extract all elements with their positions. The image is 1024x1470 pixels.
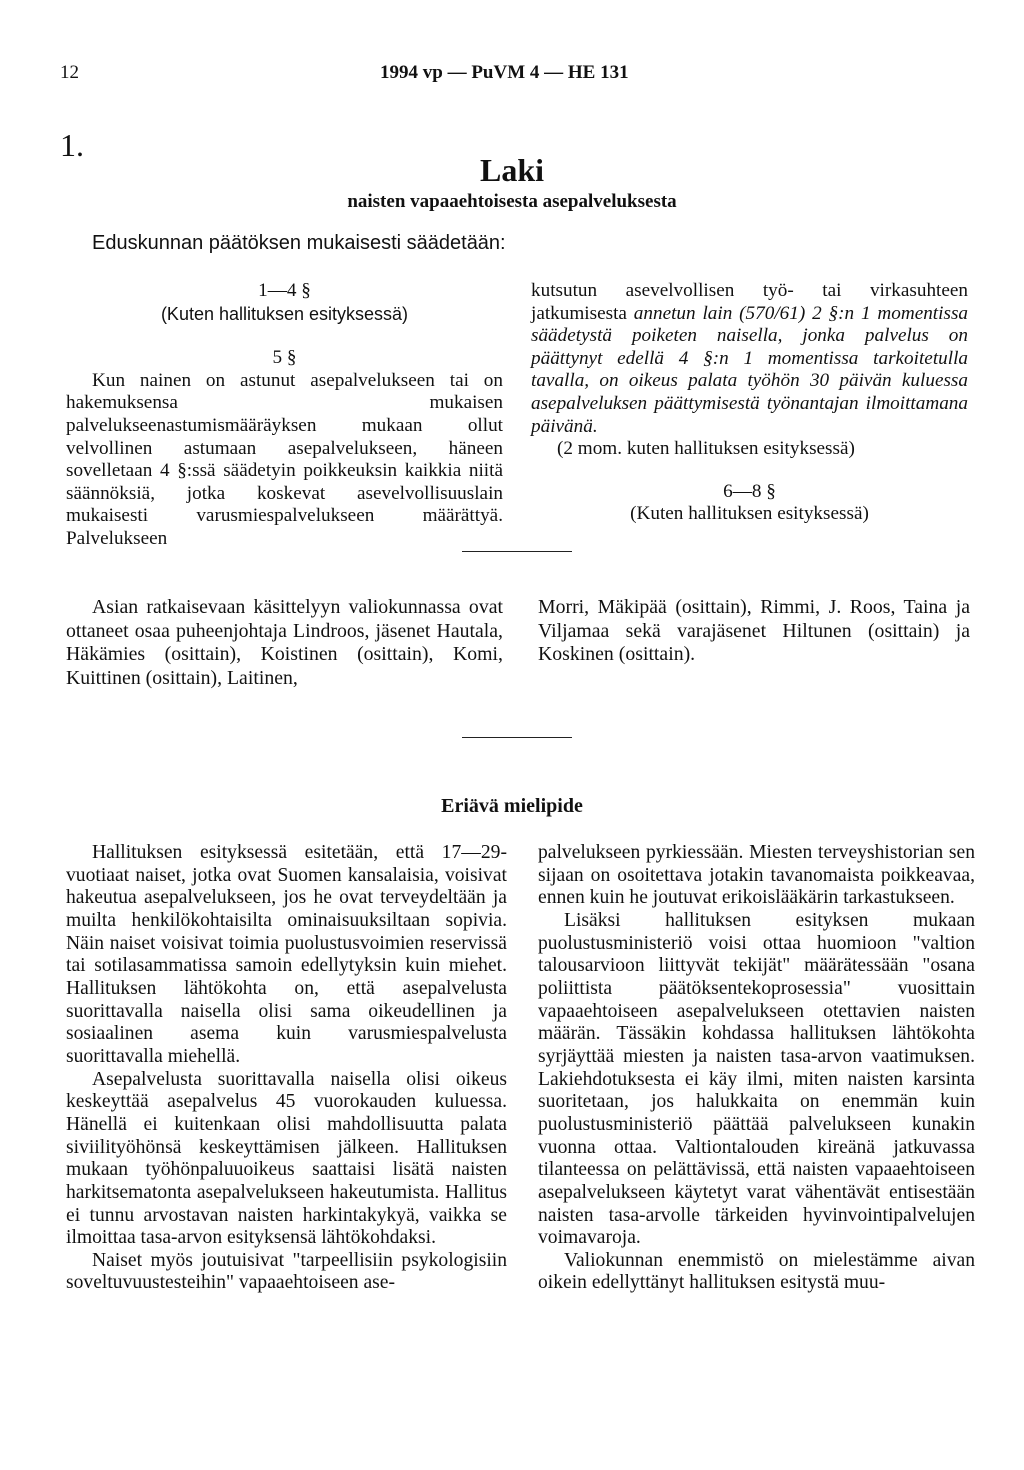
section-5-continuation-italic: annetun lain (570/61) 2 §:n 1 momentissa säädetystä poiketen naisella, jonka palvelus on päättynyt edellä 4 §:n 1 momentissa tarkoitetulla tavalla, on oikeus palata työhön 30 päivän kuluessa asepalveluksen päättymisestä työnantajan ilmoittamana päivänä. bbox=[531, 302, 968, 437]
dissent-left-paragraph: Asepalvelusta suorittavalla naisella olisi oikeus keskeyttää asepalvelus 45 vuorokauden kuluessa. Hänellä ei kuitenkaan olisi mahdollisuutta palata siviilityöhönsä keskeyttämisen jälkeen. Hallituksen mukaan työhönpaluuoikeus saattaisi lisätä naisten harkitsematonta asepalvelukseen hakeutumista. Hallitus ei tunnu arvostavan naisten harkintakykyä, vaikka se ilmoittaa tasa-arvon esityksensä lähtökohdaksi. bbox=[66, 1068, 507, 1249]
section-5-moment-note: (2 mom. kuten hallituksen esityksessä) bbox=[557, 438, 855, 460]
law-title: Laki bbox=[479, 152, 545, 188]
dissent-right-paragraph: Valiokunnan enemmistö on mielestämme aivan oikein edellyttänyt hallituksen esitystä muu- bbox=[538, 1249, 975, 1294]
law-number: 1. bbox=[60, 127, 84, 163]
section-5-continuation: kutsutun asevelvollisen työ- tai virkasuhteen jatkumisesta bbox=[531, 280, 968, 324]
enacting-clause: Eduskunnan päätöksen mukaisesti säädetään: bbox=[92, 232, 506, 254]
dissent-left-column bbox=[66, 842, 507, 1295]
committee-left-text: Asian ratkaisevaan käsittelyyn valiokunnassa ovat ottaneet osaa puheenjohtaja Lindroos, jäsenet Hautala, Häkämies (osittain), Koistinen (osittain), Komi, Kuittinen (osittain), Laitinen, bbox=[66, 596, 503, 689]
law-left-column bbox=[66, 280, 503, 551]
section-1-4-heading: 1—4 § bbox=[258, 280, 311, 301]
section-1-4-note: (Kuten hallituksen esityksessä) bbox=[160, 303, 409, 324]
section-5-text: Kun nainen on astunut asepalvelukseen tai on hakemuksensa mukaisen palvelukseenastumismääräyksen mukaan ollut velvollinen astumaan asepalvelukseen, häneen sovelletaan 4 §:ssä säädetyin poikkeuksin kaikkia niitä säännöksiä, jotka koskevat asevelvollisuuslain mukaisesti varusmiespalvelukseen määrättyä. Palvelukseen bbox=[66, 369, 503, 549]
section-6-8-heading: 6—8 § bbox=[723, 480, 776, 502]
divider-rule bbox=[462, 551, 572, 552]
law-right-column bbox=[531, 280, 968, 526]
running-head: 1994 vp — PuVM 4 — HE 131 bbox=[380, 62, 629, 83]
divider-rule bbox=[462, 737, 572, 738]
dissent-right-paragraph: palvelukseen pyrkiessään. Miesten terveyshistorian sen sijaan on osoitettava jotakin tavanomaista poikkeavaa, ennen kuin he joutuvat erikoislääkärin tarkastukseen. bbox=[538, 842, 975, 909]
law-subtitle: naisten vapaaehtoisesta asepalveluksesta bbox=[347, 191, 677, 212]
committee-right bbox=[538, 596, 970, 667]
dissent-right-column bbox=[538, 842, 975, 1295]
page-number: 12 bbox=[60, 62, 79, 83]
dissent-right-paragraph: Lisäksi hallituksen esityksen mukaan puolustusministeriö voisi ottaa huomioon "valtion talousarvioon liittyvät tekijät" määrätessään "osana poliittista päätöksentekoprosessia" vuosittain vapaaehtoiseen asepalvelukseen otettavien naisten määrän. Tässäkin kohdassa hallituksen lähtökohta syrjäyttää miesten ja naisten tasa-arvon vaatimuksen. Lakiehdotuksesta ei käy ilmi, miten naisten karsinta suoritetaan, jos halukkaita on enemmän kuin puolustusministeriö päättää palvelukseen kunakin vuonna ottaa. Valtiontalouden kireänä jatkuvassa tilanteessa on pelättävissä, että naisten vapaaehtoiseen asepalvelukseen käytetyt varat vähentävät entisestään naisten tasa-arvolle tärkeiden hyvinvointipalvelujen voimavaroja. bbox=[538, 909, 975, 1249]
dissent-left-paragraph: Hallituksen esityksessä esitetään, että 17—29-vuotiaat naiset, jotka ovat Suomen kansalaisia, voisivat hakeutua asepalvelukseen, jos he ovat terveydeltään ja muilta henkilökohtaisilta ominaisuuksiltaan sopivia. Näin naiset voisivat toimia puolustusvoimien reservissä tai sotilasammatissa samoin edellytyksin kuin miehet. Hallituksen lähtökohta on, että asepalvelusta suorittavalla naisella olisi sama oikeudellinen ja sosiaalinen asema kuin varusmiespalvelusta suorittavalla miehellä. bbox=[66, 842, 507, 1067]
committee-right-text: Morri, Mäkipää (osittain), Rimmi, J. Roos, Taina ja Viljamaa sekä varajäsenet Hiltunen (osittain) ja Koskinen (osittain). bbox=[538, 596, 970, 665]
committee-left bbox=[66, 596, 503, 690]
dissent-left-paragraph: Naiset myös joutuisivat "tarpeellisiin psykologisiin soveltuvuustesteihin" vapaaehtoiseen ase- bbox=[66, 1249, 507, 1294]
section-5-heading: 5 § bbox=[272, 347, 297, 369]
section-6-8-note: (Kuten hallituksen esityksessä) bbox=[630, 503, 869, 525]
dissent-title: Eriävä mielipide bbox=[441, 795, 583, 817]
